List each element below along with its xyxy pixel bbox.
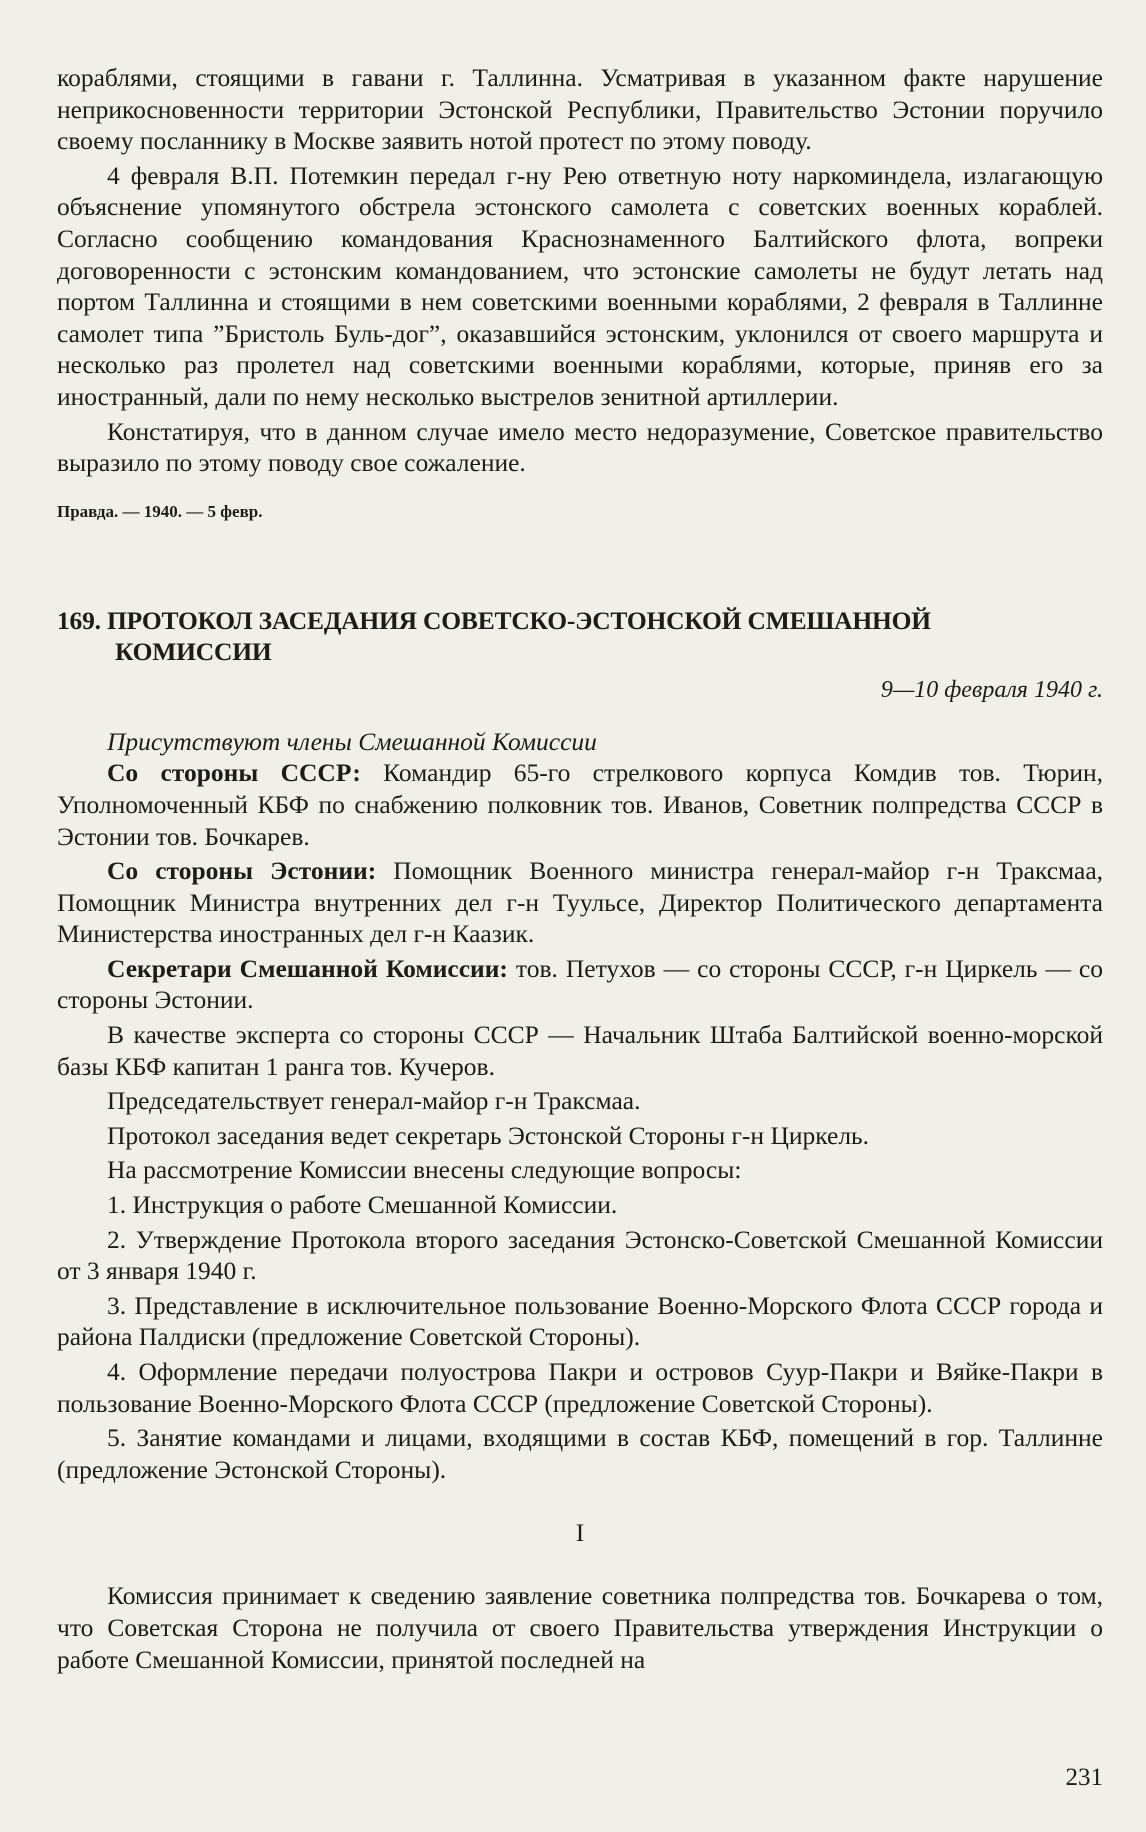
agenda-item: 5. Занятие командами и лицами, входящими в состав КБФ, помещений в гор. Таллинне (предложение Эстонской Стороны). — [57, 1423, 1103, 1484]
ussr-members — [57, 757, 1103, 852]
document-date: 9—10 февраля 1940 г. — [880, 676, 1103, 703]
final-paragraph: Комиссия принимает к сведению заявление советника полпредства тов. Бочкарева о том, что Советская Сторона не получила от своего Правительства утверждения Инструкции о работе Смешанной Комиссии, принятой последней на — [57, 1581, 1103, 1674]
agenda-item: 4. Оформление передачи полуострова Пакри и островов Суур-Пакри и Вяйке-Пакри в пользование Военно-Морского Флота СССР (предложение Советской Стороны). — [57, 1357, 1103, 1418]
agenda-item: 3. Представление в исключительное пользование Военно-Морского Флота СССР города и района Палдиски (предложение Советской Стороны). — [57, 1290, 1103, 1352]
estonia-label: Со стороны Эстонии: — [107, 856, 377, 886]
source-citation: Правда. — 1940. — 5 февр. — [57, 501, 263, 521]
agenda-intro: На рассмотрение Комиссии внесены следующие вопросы: — [107, 1155, 742, 1185]
secretaries — [57, 953, 1103, 1016]
expert-line: В качестве эксперта со стороны СССР — Начальник Штаба Балтийской военно-морской базы КБФ капитан 1 ранга тов. Кучеров. — [57, 1020, 1103, 1081]
page-number: 231 — [1065, 1764, 1103, 1791]
intro-paragraph-2: 4 февраля В.П. Потемкин передал г-ну Рею ответную ноту наркоминдела, излагающую объяснение упомянутого обстрела эстонского самолета с советских военных кораблей. Согласно сообщению командования Краснознаменного Балтийского флота, вопреки договоренности с эстонским командованием, что эстонские самолеты не будут летать над портом Таллинна и стоящими в нем советскими военными кораблями, 2 февраля в Таллинне самолет типа ”Бристоль Буль-дог”, оказавшийся эстонским, уклонился от своего маршрута и несколько раз пролетел над советскими военными кораблями, которые, приняв его за иностранный, дали по нему несколько выстрелов зенитной артиллерии. — [57, 160, 1103, 411]
estonia-text: Помощник Военного министра генерал-майор г-н Траксмаа, Помощник Министра внутренних дел г-н Туульсе, Директор Политического департамента Министерства иностранных дел г-н Каазик. — [57, 856, 1104, 949]
document-heading: 169. ПРОТОКОЛ ЗАСЕДАНИЯ СОВЕТСКО-ЭСТОНСКОЙ СМЕШАННОЙ КОМИССИИ — [57, 605, 931, 666]
section-number: I — [575, 1518, 585, 1548]
chair-line: Председательствует генерал-майор г-н Траксмаа. — [107, 1086, 641, 1116]
agenda-item: 1. Инструкция о работе Смешанной Комиссии. — [107, 1190, 618, 1220]
agenda-list — [57, 1189, 1103, 1485]
page — [57, 62, 1103, 1792]
intro-paragraph-3: Констатируя, что в данном случае имело место недоразумение, Советское правительство выразило по этому поводу свое сожаление. — [57, 416, 1103, 478]
agenda-item: 2. Утверждение Протокола второго заседания Эстонско-Советской Смешанной Комиссии от 3 января 1940 г. — [57, 1224, 1103, 1286]
ussr-label: Со стороны СССР: — [107, 758, 361, 788]
estonia-members — [57, 855, 1103, 950]
present-line: Присутствуют члены Смешанной Комиссии — [107, 726, 597, 756]
intro-paragraph-1: кораблями, стоящими в гавани г. Таллинна. Усматривая в указанном факте нарушение неприкосновенности территории Эстонской Республики, Правительство Эстонии поручило своему посланнику в Москве заявить нотой протест по этому поводу. — [57, 63, 1103, 156]
secretaries-label: Секретари Смешанной Комиссии: — [107, 953, 508, 983]
ussr-text: Командир 65-го стрелкового корпуса Комдив тов. Тюрин, Уполномоченный КБФ по снабжению полковник тов. Иванов, Советник полпредства СССР в Эстонии тов. Бочкарев. — [57, 758, 1104, 851]
protocol-line: Протокол заседания ведет секретарь Эстонской Стороны г-н Циркель. — [107, 1120, 870, 1150]
secretaries-text: тов. Петухов — со стороны СССР, г-н Циркель — со стороны Эстонии. — [57, 953, 1104, 1015]
